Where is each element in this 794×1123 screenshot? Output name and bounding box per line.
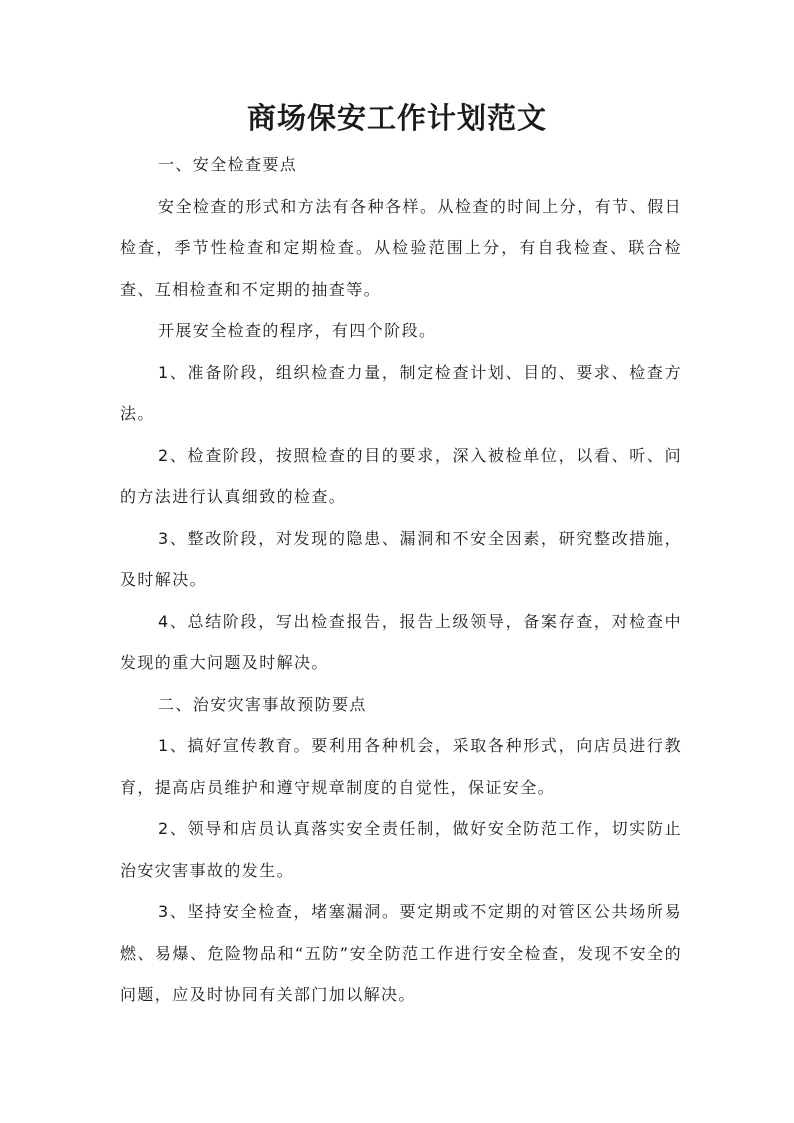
list-item-preparation-stage: 1、准备阶段，组织检查力量，制定检查计划、目的、要求、检查方法。 xyxy=(120,362,682,423)
document-title: 商场保安工作计划范文 xyxy=(246,101,547,135)
list-item-education: 1、搞好宣传教育。要利用各种机会，采取各种形式，向店员进行教育，提高店员维护和遵守规章制度的自觉性，保证安全。 xyxy=(120,736,682,797)
paragraph-inspection-forms: 安全检查的形式和方法有各种各样。从检查的时间上分，有节、假日检查，季节性检查和定期检查。从检验范围上分，有自我检查、联合检查、互相检查和不定期的抽查等。 xyxy=(120,196,682,299)
list-item-responsibility: 2、领导和店员认真落实安全责任制，做好安全防范工作，切实防止治安灾害事故的发生。 xyxy=(120,819,682,880)
list-item-rectification-stage: 3、整改阶段，对发现的隐患、漏洞和不安全因素，研究整改措施，及时解决。 xyxy=(120,528,682,589)
list-item-summary-stage: 4、总结阶段，写出检查报告，报告上级领导，备案存查，对检查中发现的重大问题及时解决。 xyxy=(120,611,682,672)
section-heading-safety-inspection: 一、安全检查要点 xyxy=(158,155,298,174)
list-item-regular-checks: 3、坚持安全检查，堵塞漏洞。要定期或不定期的对管区公共场所易燃、易爆、危险物品和“五防”安全防范工作进行安全检查，发现不安全的问题，应及时协同有关部门加以解决。 xyxy=(120,902,682,1004)
list-item-inspection-stage: 2、检查阶段，按照检查的目的要求，深入被检单位，以看、听、问的方法进行认真细致的检查。 xyxy=(120,445,682,506)
paragraph-inspection-procedure: 开展安全检查的程序，有四个阶段。 xyxy=(158,321,437,340)
section-heading-accident-prevention: 二、治安灾害事故预防要点 xyxy=(158,694,367,714)
document-body xyxy=(120,144,682,1016)
